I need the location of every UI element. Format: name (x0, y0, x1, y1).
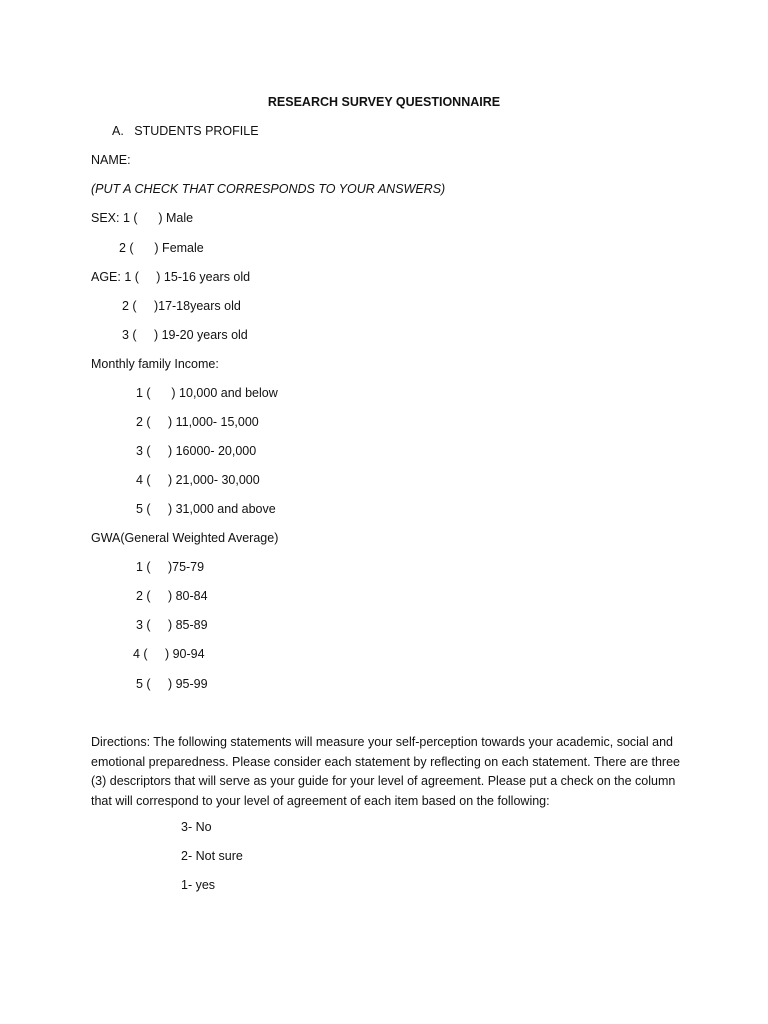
name-label: NAME: (91, 153, 131, 167)
scale-item-3: 3- No (181, 820, 212, 834)
age-option-2: 2 ( )17-18years old (122, 299, 241, 313)
age-option-3: 3 ( ) 19-20 years old (122, 328, 248, 342)
sex-option-male: SEX: 1 ( ) Male (91, 211, 194, 225)
income-option-1: 1 ( ) 10,000 and below (136, 386, 278, 400)
income-option-3: 3 ( ) 16000- 20,000 (136, 444, 257, 458)
scale-item-2: 2- Not sure (181, 849, 243, 863)
sex-option-female: 2 ( ) Female (119, 241, 204, 255)
gwa-option-1: 1 ( )75-79 (136, 560, 205, 574)
gwa-option-3: 3 ( ) 85-89 (136, 618, 208, 632)
income-option-5: 5 ( ) 31,000 and above (136, 502, 276, 516)
gwa-option-5: 5 ( ) 95-99 (136, 677, 208, 691)
directions-paragraph: Directions: The following statements will measure your self-perception towards your academic, social and emotional preparedness. Please consider each statement by reflecting on each statement. There are three (3) descriptors that will serve as your guide for your level of agreement. Please put a check on the column that will correspond to your level of agreement of each item based on the following: (91, 735, 681, 808)
scale-item-1: 1- yes (181, 878, 216, 892)
gwa-option-4: 4 ( ) 90-94 (133, 647, 205, 661)
gwa-option-2: 2 ( ) 80-84 (136, 589, 208, 603)
document-title: RESEARCH SURVEY QUESTIONNAIRE (267, 95, 501, 109)
income-option-4: 4 ( ) 21,000- 30,000 (136, 473, 260, 487)
income-label: Monthly family Income: (91, 357, 219, 371)
gwa-label: GWA(General Weighted Average) (91, 531, 279, 545)
income-option-2: 2 ( ) 11,000- 15,000 (136, 415, 259, 429)
age-option-1: AGE: 1 ( ) 15-16 years old (91, 270, 251, 284)
section-a-heading: A. STUDENTS PROFILE (112, 124, 259, 138)
instruction-text: (PUT A CHECK THAT CORRESPONDS TO YOUR ANSWERS) (91, 182, 446, 196)
